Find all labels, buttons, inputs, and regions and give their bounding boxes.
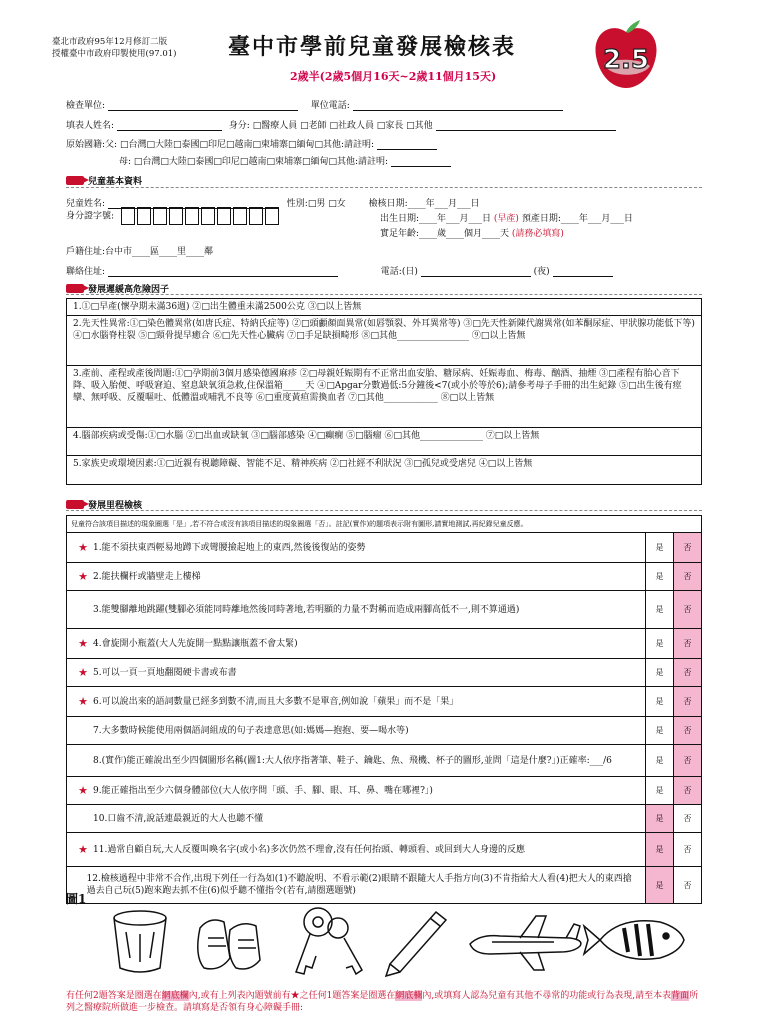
shoes-icon [198,920,260,969]
dev-item-text: 11.過常自顧自玩,大人反覆叫喚名字(或小名)多次仍然不理會,沒有任何抬頭、轉頭看、或回到大人身邊的反應 [93,844,526,855]
footer-text-a: 有任何2題答案是圈選在 [66,991,162,1001]
tel-night-field[interactable] [553,267,613,277]
check-date[interactable]: 檢核日期:____年___月___日 [368,199,480,209]
tel-day-field[interactable] [421,267,531,277]
yes-option[interactable]: 是 [645,533,673,562]
id-box[interactable] [217,207,231,225]
age-row [380,226,564,239]
risk-item-2[interactable]: 2.先天性異常:①□染色體異常(如唐氏症、特納氏症等) ②□頭顱顏面異常(如唇顎裂、外耳異常等) ③□先天性新陳代謝異常(如苯酮尿症、甲狀腺功能低下等) ④□水腦脊柱裂 ⑤□頸骨提早癒合 ⑥□先天性心臟病 ⑦□手足缺損畸形 ⑧□其他________________ ⑨□以上皆無 [67,316,701,366]
airplane-icon [470,916,581,970]
yes-option[interactable]: 是 [645,833,673,866]
section-divider [66,294,702,295]
dev-item-text: 7.大多數時候能使用兩個語詞組成的句子表達意思(如:媽媽—抱抱、要—喝水等) [93,725,409,736]
tel-night-label: (夜) [533,267,550,277]
unit-row [66,98,563,111]
star-icon: ★ [78,842,88,856]
footer-highlight-2: 網底欄 [395,991,423,1001]
no-option[interactable]: 否 [673,833,701,866]
child-name-label: 兒童姓名: [66,199,106,209]
id-box[interactable] [137,207,151,225]
contact-label: 聯絡住址: [66,267,106,277]
dev-item-7 [67,717,701,745]
page-subtitle: 2歲半(2歲5個月16天~2歲11個月15天) [290,70,497,83]
page-title: 臺中市學前兒童發展檢核表 [228,34,517,60]
father-origin-row [66,137,437,150]
cup-icon [114,911,166,972]
yes-option[interactable]: 是 [645,629,673,658]
risk-table [66,298,702,485]
no-option[interactable]: 否 [673,777,701,804]
section-divider [66,187,702,188]
father-origin-other-field[interactable] [377,140,437,150]
father-origin-options[interactable]: □台灣□大陸□泰國□印尼□越南□柬埔寨□緬甸□其他:請註明: [119,140,375,150]
risk-item-5[interactable]: 5.家族史或環境因素:①□近親有視聽障礙、智能不足、精神疾病 ②□社經不利狀況 ③□孤兒或受虐兒 ④□以上皆無 [73,459,533,469]
phone-label: 單位電話: [310,101,350,111]
dev-item-text: 10.口齒不清,說話連最親近的大人也聽不懂 [93,813,264,824]
yes-option[interactable]: 是 [645,687,673,716]
logo-text: 2.5 [602,45,650,75]
no-option[interactable]: 否 [673,717,701,744]
age-label[interactable]: 實足年齡:____歲____個月____天 [380,229,510,239]
address-label[interactable]: 戶籍住址:台中市____區____里____鄰 [66,247,214,257]
id-box[interactable] [233,207,247,225]
unit-label: 檢查單位: [66,101,106,111]
dev-item-text: 5.可以一頁一頁地翻閱硬卡書或布書 [93,667,237,678]
dev-item-text: 12.檢核過程中非常不合作,出現下列任一行為如(1)不聽說明、不看示範(2)眼睛不跟隨大人手指方向(3)不肯指給大人看(4)把大人的東西搶過去自己玩(5)跑來跑去抓不住(6)似乎聽不懂指令(若有,請圈選題號) [86,874,632,896]
id-label: 身分證字號: [66,211,115,222]
identity-label: 身分: [228,121,250,131]
dev-item-text: 3.能雙腳離地跳躍(雙腳必須能同時離地然後同時著地,若明顯的力量不對稱而造成兩腳高低不一,則不算通過) [93,604,520,615]
footer-highlight-3: 背面 [671,991,690,1001]
footer-highlight-1: 網底欄 [161,991,189,1001]
no-option[interactable]: 否 [673,629,701,658]
filler-label: 填表人姓名: [66,121,115,131]
id-box[interactable] [153,207,167,225]
fish-icon [584,921,684,959]
yes-option[interactable]: 是 [645,659,673,686]
dev-section-title: 發展里程檢核 [88,501,143,511]
dev-item-8 [67,745,701,777]
unit-field[interactable] [108,101,298,111]
age-note: (請務必填寫) [511,229,564,239]
id-box[interactable] [201,207,215,225]
origin-label: 原始國籍:父: [66,140,118,150]
yes-option[interactable]: 是 [645,805,673,832]
star-icon: ★ [78,694,88,708]
dev-item-6 [67,687,701,717]
dev-item-10 [67,805,701,833]
dev-item-3 [67,591,701,629]
yes-option[interactable]: 是 [645,563,673,590]
risk-section-title: 發展遲緩高危險因子 [88,285,170,295]
no-option[interactable]: 否 [673,867,701,903]
section-tag-icon [66,500,84,509]
dev-instructions: 兒童符合該項目描述的現象圈選「是」,若不符合或沒有該項目描述的現象圈選「否」。註記(實作)的題項表示附有圖形,請實地測試,再紀錄兒童反應。 [67,516,701,533]
address-row [66,244,213,257]
yes-option[interactable]: 是 [645,867,673,903]
yes-option[interactable]: 是 [645,591,673,628]
no-option[interactable]: 否 [673,563,701,590]
no-option[interactable]: 否 [673,745,701,776]
figure-1-images [100,898,700,978]
unit-phone-field[interactable] [353,101,563,111]
star-icon: ★ [78,665,88,679]
id-box[interactable] [169,207,183,225]
mother-origin-row [119,154,451,167]
no-option[interactable]: 否 [673,687,701,716]
section-tag-icon [66,284,84,293]
star-icon: ★ [78,540,88,554]
premature-label: (早產) [493,214,519,224]
no-option[interactable]: 否 [673,591,701,628]
filler-name-field[interactable] [117,121,222,131]
dev-item-9 [67,777,701,805]
dev-item-text: 9.能正確指出至少六個身體部位(大人依序問「頭、手、腳、眼、耳、鼻、嘴在哪裡?」) [93,785,433,796]
yes-option[interactable]: 是 [645,717,673,744]
dev-item-11 [67,833,701,867]
id-box[interactable] [121,207,135,225]
id-box[interactable] [265,207,279,225]
basic-section-header [66,174,142,187]
header-note-line1: 臺北市政府95年12月修訂二版 [52,37,168,47]
footer-note [66,990,706,1014]
dev-item-2 [67,563,701,591]
dev-item-text: 1.能不須扶東西輕易地蹲下或彎腰撿起地上的東西,然後後復站的姿勢 [93,542,366,553]
age-logo [590,18,662,92]
dev-item-1 [67,533,701,563]
pencil-icon [386,912,446,976]
yes-option[interactable]: 是 [645,745,673,776]
mother-origin-options[interactable]: □台灣□大陸□泰國□印尼□越南□柬埔寨□緬甸□其他:請註明: [133,157,389,167]
dev-item-text: 2.能扶欄杆或牆壁走上樓梯 [93,571,201,582]
risk-item-1[interactable]: 1.①□早產(懷孕期未滿36週) ②□出生體重未滿2500公克 ③□以上皆無 [67,299,701,316]
identity-other-field[interactable] [436,121,616,131]
header-note [52,36,222,60]
yes-option[interactable]: 是 [645,777,673,804]
star-icon: ★ [78,569,88,583]
sex-options[interactable]: 性別:□男 □女 [286,199,346,209]
dev-table [66,515,702,904]
contact-row [66,264,613,277]
id-box[interactable] [249,207,263,225]
birth-row [380,211,633,224]
dev-item-5 [67,659,701,687]
risk-item-3[interactable]: 3.產前、產程或產後問題:①□孕期前3個月感染德國麻疹 ②□母親妊娠期有不正常出血安胎、糖尿病、妊娠毒血、梅毒、酗酒、抽煙 ③□產程有胎心音下降、吸入胎便、呼吸窘迫、窒息缺氧須急救,住保溫箱_____天 ④□Apgar分數過低:5分鐘後<7(或小於等於6);請參考母子手冊的出生紀錄 ⑤□出生後有痙攣、無呼吸、反覆嘔吐、低體溫或哺乳不良等 ⑥□重度黃疸需換血者 ⑦□其他____________ ⑧□以上皆無 [67,366,701,428]
star-icon: ★ [78,636,88,650]
id-row [66,207,281,225]
due-date[interactable]: 預產日期:____年___月___日 [521,214,633,224]
id-box[interactable] [185,207,199,225]
section-tag-icon [66,176,84,185]
basic-section-title: 兒童基本資料 [88,177,143,187]
dev-item-text: 8.(實作)能正確說出至少四個圖形名稱(圖1:大人依序指著筆、鞋子、鑰匙、魚、飛機、杯子的圖形,並問「這是什麼?」)正確率:___/6 [93,755,612,766]
footer-text-c: 內,或填寫人認為兒童有其他不尋常的功能或行為表現,請至本表 [422,991,672,1001]
footer-text-d: 所列之醫療院所做進一步檢查。請填寫是否領有身心障礙手冊: [66,991,699,1013]
dev-item-4 [67,629,701,659]
birth-date[interactable]: 出生日期:____年___月___日 [380,214,492,224]
dev-item-text: 4.會旋開小瓶蓋(大人先旋開一點點讓瓶蓋不會太緊) [93,638,298,649]
no-option[interactable]: 否 [673,533,701,562]
no-option[interactable]: 否 [673,805,701,832]
no-option[interactable]: 否 [673,659,701,686]
star-icon: ★ [78,783,88,797]
id-boxes[interactable] [121,212,281,222]
footer-text-b: 內,或有上列表內題號前有★之任何1題答案是圈選在 [188,991,396,1001]
tel-label: 電話:(日) [380,267,418,277]
dev-item-text: 6.可以說出來的語詞數量已經多到數不清,而且大多數不是單音,例如說「蘋果」而不是「果」 [93,696,459,707]
figure-label: 圖1 [66,892,87,906]
mother-origin-other-field[interactable] [391,157,451,167]
risk-item-4[interactable]: 4.腦部疾病或受傷:①□水腦 ②□出血或缺氧 ③□腦部感染 ④□癲癇 ⑤□腦瘤 ⑥□其他______________ ⑦□以上皆無 [67,428,701,456]
filler-row [66,118,616,131]
header-note-line2: 授權臺中市政府印製使用(97.01) [52,49,177,59]
section-divider [66,510,702,511]
contact-address-field[interactable] [108,267,338,277]
keys-icon [296,908,362,974]
mother-label: 母: [119,157,132,167]
identity-options[interactable]: □醫療人員 □老師 □社政人員 □家長 □其他 [252,121,433,131]
